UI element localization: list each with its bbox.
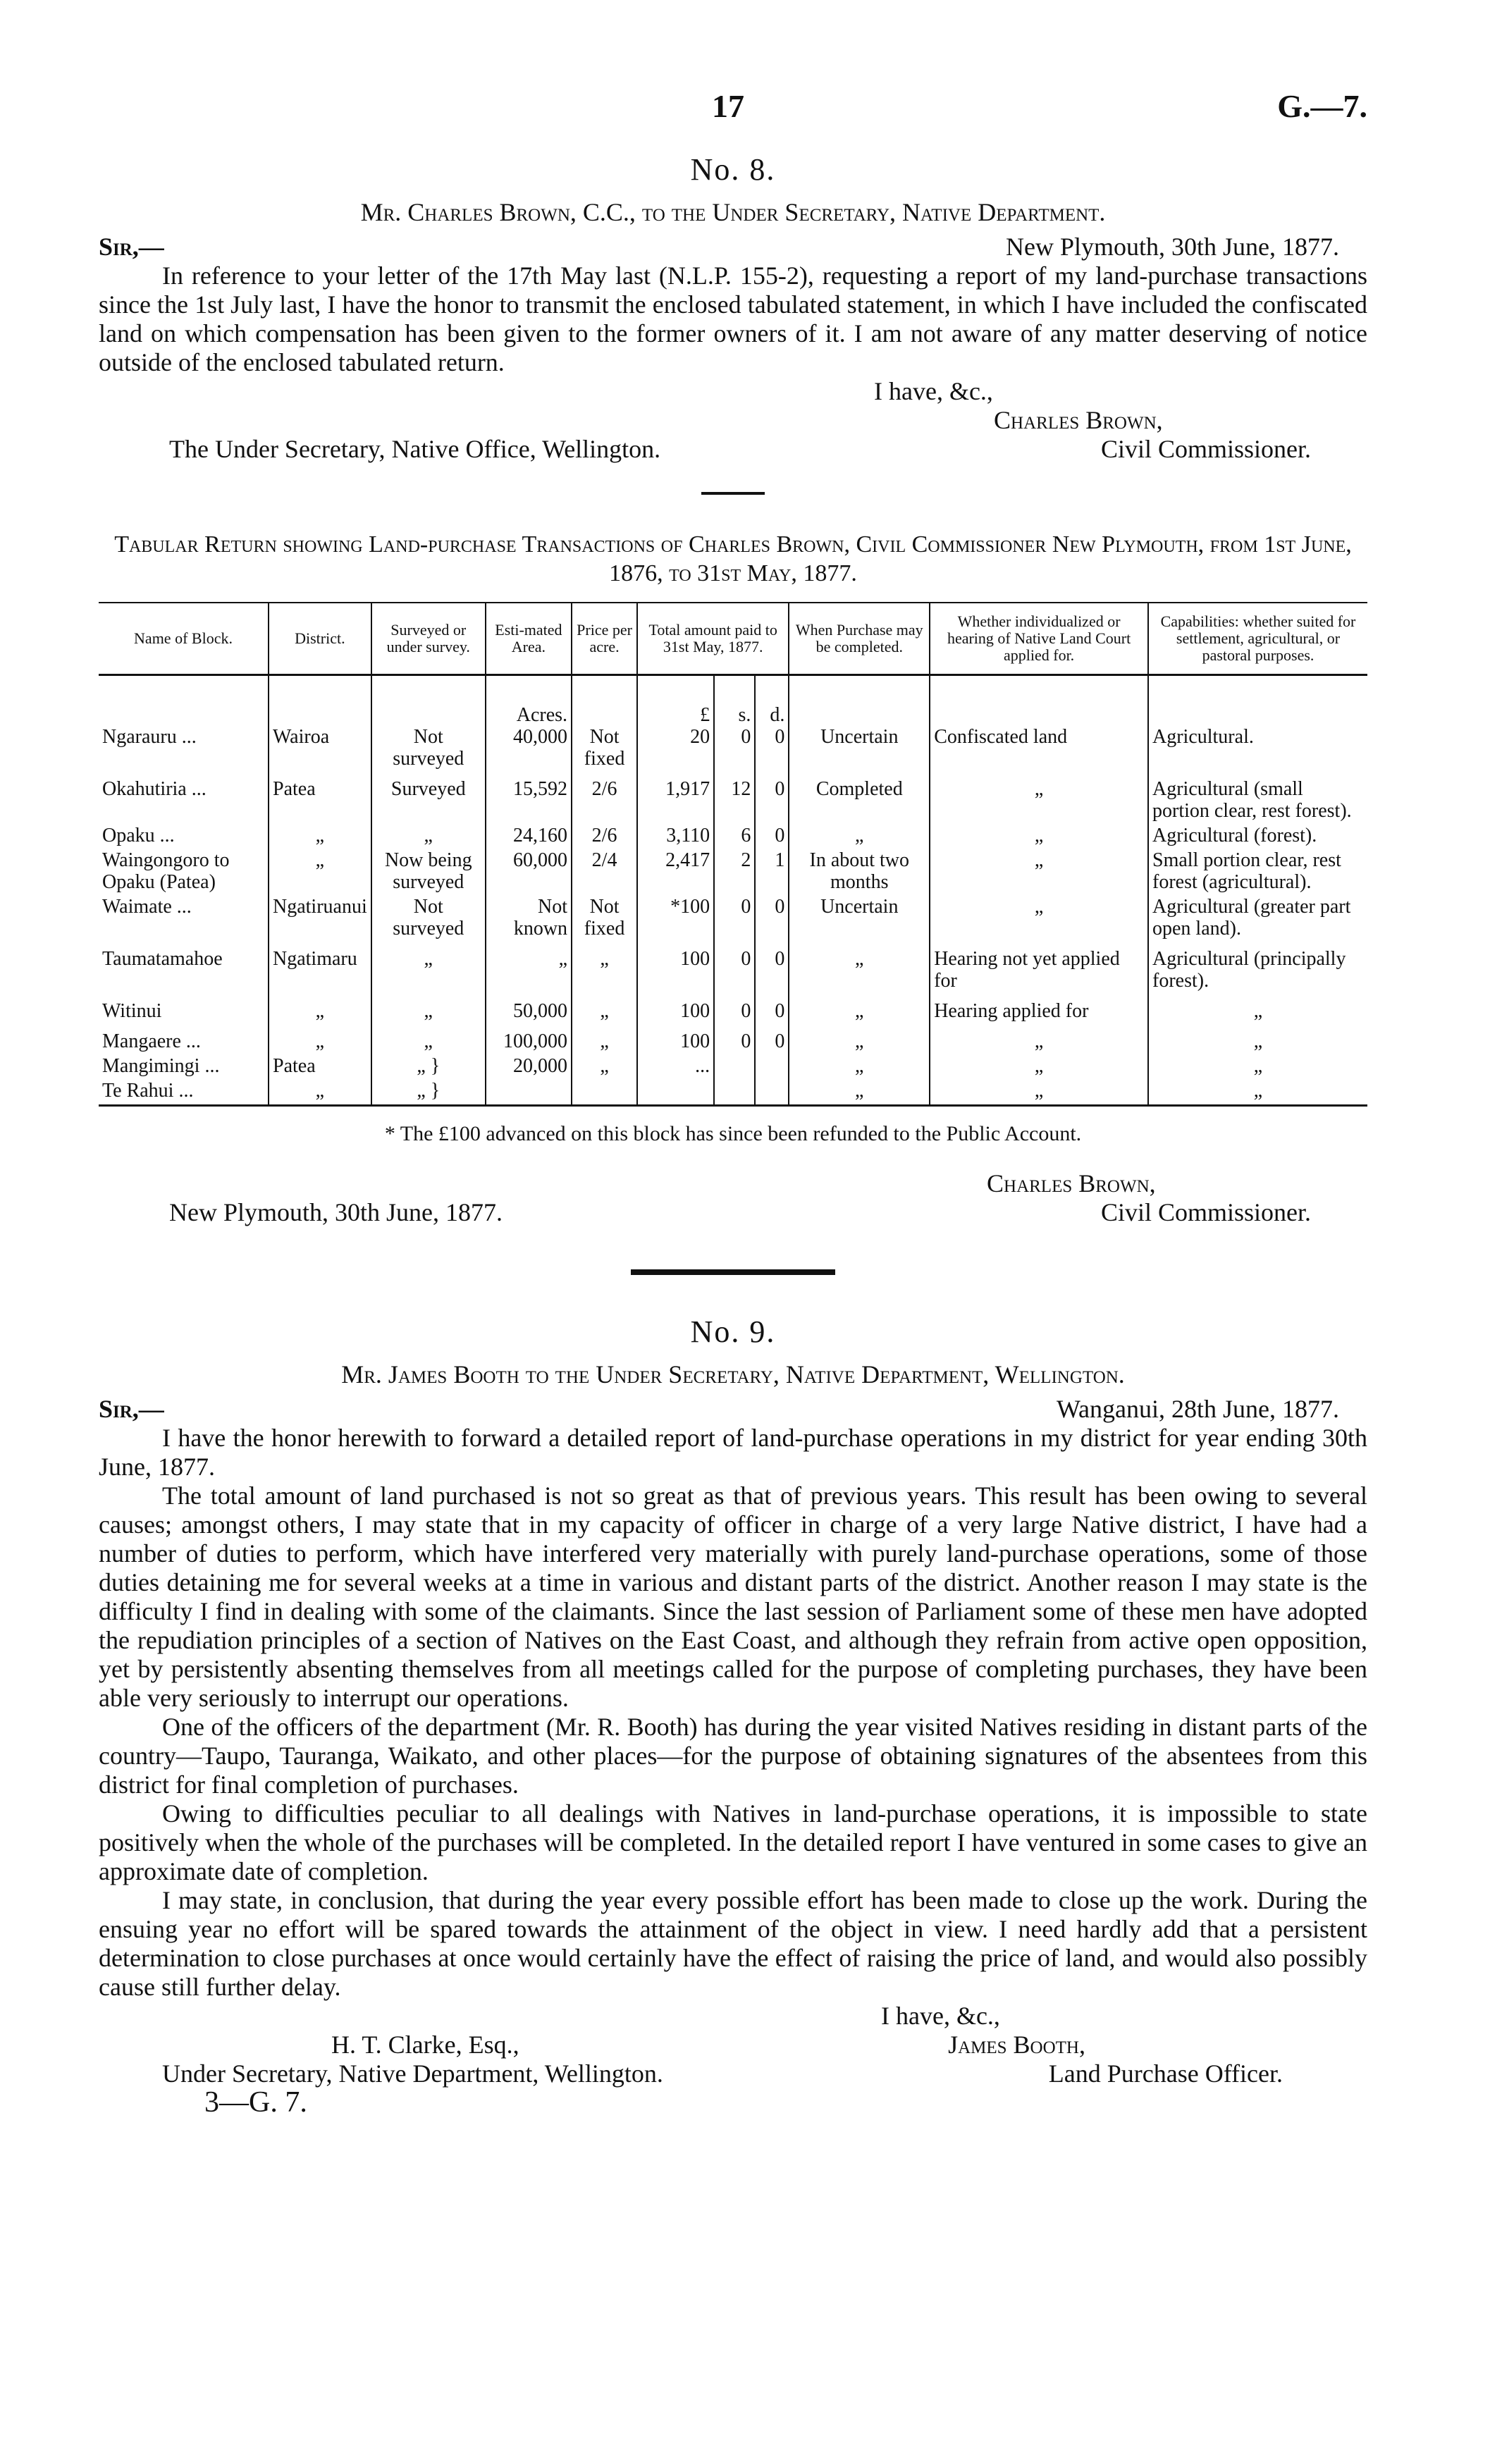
- letter-9-place-date: Wanganui, 28th June, 1877.: [1056, 1395, 1339, 1423]
- unit-label: s.: [714, 675, 755, 727]
- amount-pence-cell: [755, 1055, 789, 1080]
- letter-9-addressee: Under Secretary, Native Department, Wellington.: [162, 2059, 663, 2088]
- unit-label: £: [637, 675, 714, 727]
- capabilities-cell: Agricultural (forest).: [1148, 825, 1367, 849]
- capabilities-cell: Small portion clear, rest forest (agricultural).: [1148, 849, 1367, 896]
- completion-cell: Uncertain: [789, 896, 930, 948]
- estimated-area-cell: 40,000: [486, 726, 572, 778]
- survey-status-cell: „ }: [371, 1055, 486, 1080]
- amount-pounds-cell: 100: [637, 948, 714, 1000]
- unit-label: Acres.: [486, 675, 572, 727]
- survey-status-cell: „: [371, 825, 486, 849]
- block-name-cell: Okahutiria ...: [102, 778, 207, 800]
- district-cell: Patea: [269, 1055, 371, 1080]
- price-per-acre-cell: Not fixed: [572, 726, 637, 778]
- amount-shillings-cell: 12: [714, 778, 755, 825]
- table-row: [99, 726, 1367, 778]
- amount-pence-cell: [755, 1080, 789, 1106]
- column-header: Capabilities: whether suited for settlement, agricultural, or pastoral purposes.: [1148, 603, 1367, 675]
- block-name-cell: Opaku ...: [102, 825, 175, 846]
- land-purchase-table: [99, 602, 1367, 1107]
- amount-shillings-cell: 2: [714, 849, 755, 896]
- amount-pounds-cell: ...: [637, 1055, 714, 1080]
- section-divider: [701, 492, 765, 495]
- amount-pounds-cell: 100: [637, 1000, 714, 1030]
- completion-cell: Uncertain: [789, 726, 930, 778]
- section-divider-thick: [631, 1269, 835, 1275]
- price-per-acre-cell: [572, 1080, 637, 1106]
- table-row: [99, 1080, 1367, 1106]
- district-cell: „: [269, 1030, 371, 1055]
- table-signer-title: Civil Commissioner.: [1100, 1198, 1311, 1226]
- district-cell: Ngatiruanui: [269, 896, 371, 948]
- letter-8-salutation: Sir,—: [99, 233, 164, 261]
- court-status-cell: „: [930, 1055, 1148, 1080]
- amount-pounds-cell: 2,417: [637, 849, 714, 896]
- completion-cell: „: [789, 1080, 930, 1106]
- column-header: Surveyed or under survey.: [371, 603, 486, 675]
- capabilities-cell: Agricultural (small portion clear, rest forest).: [1148, 778, 1367, 825]
- survey-status-cell: Now being surveyed: [371, 849, 486, 896]
- estimated-area-cell: [486, 1080, 572, 1106]
- table-row: [99, 1055, 1367, 1080]
- price-per-acre-cell: „: [572, 1055, 637, 1080]
- letter-9-salutation: Sir,—: [99, 1395, 164, 1423]
- completion-cell: „: [789, 1030, 930, 1055]
- amount-shillings-cell: 0: [714, 896, 755, 948]
- amount-shillings-cell: 6: [714, 825, 755, 849]
- table-row: [99, 896, 1367, 948]
- table-row: [99, 948, 1367, 1000]
- court-status-cell: „: [930, 825, 1148, 849]
- district-cell: „: [269, 849, 371, 896]
- amount-pence-cell: 0: [755, 1030, 789, 1055]
- letter-9-signer-title: Land Purchase Officer.: [1048, 2059, 1283, 2088]
- amount-pence-cell: 0: [755, 948, 789, 1000]
- block-name-cell: Waimate ...: [102, 896, 192, 918]
- price-per-acre-cell: „: [572, 1030, 637, 1055]
- units-row: [99, 675, 1367, 727]
- table-cell: [99, 675, 269, 727]
- document-reference: G.—7.: [1277, 88, 1367, 124]
- price-per-acre-cell: „: [572, 1000, 637, 1030]
- survey-status-cell: „: [371, 948, 486, 1000]
- unit-label: d.: [755, 675, 789, 727]
- amount-shillings-cell: 0: [714, 726, 755, 778]
- estimated-area-cell: Not known: [486, 896, 572, 948]
- price-per-acre-cell: 2/6: [572, 778, 637, 825]
- amount-pence-cell: 0: [755, 896, 789, 948]
- block-name-cell: Taumatamahoe: [102, 948, 223, 970]
- block-name-cell: Te Rahui ...: [99, 1080, 269, 1106]
- capabilities-cell: „: [1148, 1080, 1367, 1106]
- amount-pence-cell: 0: [755, 726, 789, 778]
- estimated-area-cell: 15,592: [486, 778, 572, 825]
- block-name-cell: Mangaere ...: [102, 1030, 201, 1052]
- block-name-cell: Ngarauru ...: [102, 726, 197, 748]
- letter-9-closing: I have, &c.,: [881, 2002, 1000, 2030]
- table-cell: [1148, 675, 1367, 727]
- amount-pence-cell: 0: [755, 778, 789, 825]
- sheet-mark: 3—G. 7.: [204, 2086, 307, 2119]
- court-status-cell: „: [930, 1080, 1148, 1106]
- completion-cell: Completed: [789, 778, 930, 825]
- letter-9-paragraph: I may state, in conclusion, that during the year every possible effort has been made to close up the work. During the ensuing year no effort will be spared towards the attainment of the object in view. I need hardly add that a persistent determination to close purchases at once would certainly have the effect of raising the price of land, and would also possibly cause still further delay.: [99, 1886, 1367, 2001]
- estimated-area-cell: „: [486, 948, 572, 1000]
- amount-pence-cell: 1: [755, 849, 789, 896]
- amount-shillings-cell: [714, 1080, 755, 1106]
- estimated-area-cell: 60,000: [486, 849, 572, 896]
- letter-9-heading: Mr. James Booth to the Under Secretary, Native Department, Wellington.: [341, 1360, 1125, 1388]
- letter-9-paragraph: The total amount of land purchased is not so great as that of previous years. This result has been owing to several causes; amongst others, I may state that in my capacity of officer in charge of a very large Native district, I have had a number of duties to perform, which have interfered very materially with purely land-purchase operations, some of those duties detaining me for several weeks at a time in various and distant parts of the district. Another reason I may state is the difficulty I find in dealing with some of the claimants. Since the last session of Parliament some of these men have adopted the repudiation principles of a section of Natives on the East Coast, and although they refrain from active open opposition, yet by persistently absenting themselves from all meetings called for the purpose of completing purchases, they have been able very seriously to interrupt our operations.: [99, 1482, 1367, 1712]
- letter-8-place-date: New Plymouth, 30th June, 1877.: [1006, 233, 1339, 261]
- price-per-acre-cell: Not fixed: [572, 896, 637, 948]
- letter-9-addressee-name: H. T. Clarke, Esq.,: [331, 2031, 519, 2059]
- capabilities-cell: „: [1148, 1055, 1367, 1080]
- document-page: [99, 88, 1367, 2119]
- letter-8-signer: Charles Brown,: [994, 406, 1163, 434]
- table-row: [99, 825, 1367, 849]
- column-header: Price per acre.: [572, 603, 637, 675]
- column-header: Whether individualized or hearing of Native Land Court applied for.: [930, 603, 1148, 675]
- completion-cell: „: [789, 948, 930, 1000]
- district-cell: „: [269, 1080, 371, 1106]
- amount-pounds-cell: *100: [637, 896, 714, 948]
- district-cell: Ngatimaru: [269, 948, 371, 1000]
- table-signer: Charles Brown,: [987, 1169, 1156, 1197]
- amount-pounds-cell: 3,110: [637, 825, 714, 849]
- amount-shillings-cell: [714, 1055, 755, 1080]
- capabilities-cell: Agricultural (principally forest).: [1148, 948, 1367, 1000]
- table-cell: [789, 675, 930, 727]
- court-status-cell: „: [930, 849, 1148, 896]
- table-cell: [269, 675, 371, 727]
- completion-cell: In about two months: [789, 849, 930, 896]
- block-name-cell: Mangimingi ...: [102, 1055, 220, 1077]
- letter-8-addressee: The Under Secretary, Native Office, Wellington.: [169, 435, 661, 463]
- completion-cell: „: [789, 825, 930, 849]
- court-status-cell: „: [930, 778, 1148, 825]
- amount-pounds-cell: 20: [637, 726, 714, 778]
- amount-pence-cell: 0: [755, 825, 789, 849]
- block-name-cell: Waingongoro to Opaku (Patea): [102, 849, 230, 893]
- capabilities-cell: „: [1148, 1000, 1367, 1030]
- letter-8-number: No. 8.: [690, 152, 776, 187]
- district-cell: Patea: [269, 778, 371, 825]
- completion-cell: „: [789, 1055, 930, 1080]
- table-cell: [371, 675, 486, 727]
- letter-8-closing: I have, &c.,: [874, 377, 993, 405]
- letter-8-body: In reference to your letter of the 17th May last (N.L.P. 155-2), requesting a report of my land-purchase transactions since the 1st July last, I have the honor to transmit the enclosed tabulated statement, in which I have included the confiscated land on which compensation has been given to the former owners of it. I am not aware of any matter deserving of notice outside of the enclosed tabulated return.: [99, 261, 1367, 376]
- letter-9-number: No. 9.: [690, 1314, 776, 1349]
- survey-status-cell: Not surveyed: [371, 896, 486, 948]
- district-cell: Wairoa: [269, 726, 371, 778]
- table-row: [99, 1030, 1367, 1055]
- letter-9-signer: James Booth,: [948, 2031, 1085, 2059]
- price-per-acre-cell: „: [572, 948, 637, 1000]
- column-header: Esti-mated Area.: [486, 603, 572, 675]
- table-title: Tabular Return showing Land-purchase Transactions of Charles Brown, Civil Commissioner New Plymouth, from 1st June, 1876, to 31st May, 1877.: [114, 531, 1352, 586]
- amount-pounds-cell: 1,917: [637, 778, 714, 825]
- table-cell: [930, 675, 1148, 727]
- court-status-cell: „: [930, 1030, 1148, 1055]
- price-per-acre-cell: 2/4: [572, 849, 637, 896]
- court-status-cell: Hearing not yet applied for: [930, 948, 1148, 1000]
- survey-status-cell: „: [371, 1000, 486, 1030]
- letter-8-heading: Mr. Charles Brown, C.C., to the Under Secretary, Native Department.: [360, 198, 1106, 226]
- table-place-date: New Plymouth, 30th June, 1877.: [169, 1198, 503, 1226]
- column-header: District.: [269, 603, 371, 675]
- estimated-area-cell: 100,000: [486, 1030, 572, 1055]
- district-cell: „: [269, 825, 371, 849]
- table-row: [99, 778, 1367, 825]
- amount-shillings-cell: 0: [714, 1030, 755, 1055]
- capabilities-cell: „: [1148, 1030, 1367, 1055]
- price-per-acre-cell: 2/6: [572, 825, 637, 849]
- survey-status-cell: „: [371, 1030, 486, 1055]
- court-status-cell: „: [930, 896, 1148, 948]
- table-row: [99, 1000, 1367, 1030]
- amount-pounds-cell: [637, 1080, 714, 1106]
- district-cell: „: [269, 1000, 371, 1030]
- letter-9-paragraph: I have the honor herewith to forward a detailed report of land-purchase operations in my district for year ending 30th June, 1877.: [99, 1424, 1367, 1481]
- amount-shillings-cell: 0: [714, 948, 755, 1000]
- letter-9-paragraph: One of the officers of the department (Mr. R. Booth) has during the year visited Natives residing in distant parts of the country—Taupo, Tauranga, Waikato, and other places—for the purpose of obtaining signatures of the absentees from this district for final completion of purchases.: [99, 1713, 1367, 1799]
- table-footnote: * The £100 advanced on this block has since been refunded to the Public Account.: [384, 1122, 1082, 1145]
- court-status-cell: Confiscated land: [930, 726, 1148, 778]
- column-header: Total amount paid to 31st May, 1877.: [637, 603, 789, 675]
- capabilities-cell: Agricultural.: [1148, 726, 1367, 778]
- survey-status-cell: „ }: [371, 1080, 486, 1106]
- letter-9-paragraph: Owing to difficulties peculiar to all dealings with Natives in land-purchase operations, it is impossible to state positively when the whole of the purchases will be completed. In the detailed report I have ventured in some cases to give an approximate date of completion.: [99, 1799, 1367, 1885]
- estimated-area-cell: 24,160: [486, 825, 572, 849]
- letter-8-signer-title: Civil Commissioner.: [1100, 435, 1311, 463]
- amount-shillings-cell: 0: [714, 1000, 755, 1030]
- amount-pence-cell: 0: [755, 1000, 789, 1030]
- capabilities-cell: Agricultural (greater part open land).: [1148, 896, 1367, 948]
- court-status-cell: Hearing applied for: [930, 1000, 1148, 1030]
- column-header: Name of Block.: [99, 603, 269, 675]
- page-number: 17: [712, 88, 744, 124]
- survey-status-cell: Not surveyed: [371, 726, 486, 778]
- page-header: [99, 88, 1367, 141]
- survey-status-cell: Surveyed: [371, 778, 486, 825]
- estimated-area-cell: 50,000: [486, 1000, 572, 1030]
- completion-cell: „: [789, 1000, 930, 1030]
- block-name-cell: Witinui: [102, 1000, 162, 1022]
- table-row: [99, 849, 1367, 896]
- table-cell: [572, 675, 637, 727]
- column-header: When Purchase may be completed.: [789, 603, 930, 675]
- amount-pounds-cell: 100: [637, 1030, 714, 1055]
- estimated-area-cell: 20,000: [486, 1055, 572, 1080]
